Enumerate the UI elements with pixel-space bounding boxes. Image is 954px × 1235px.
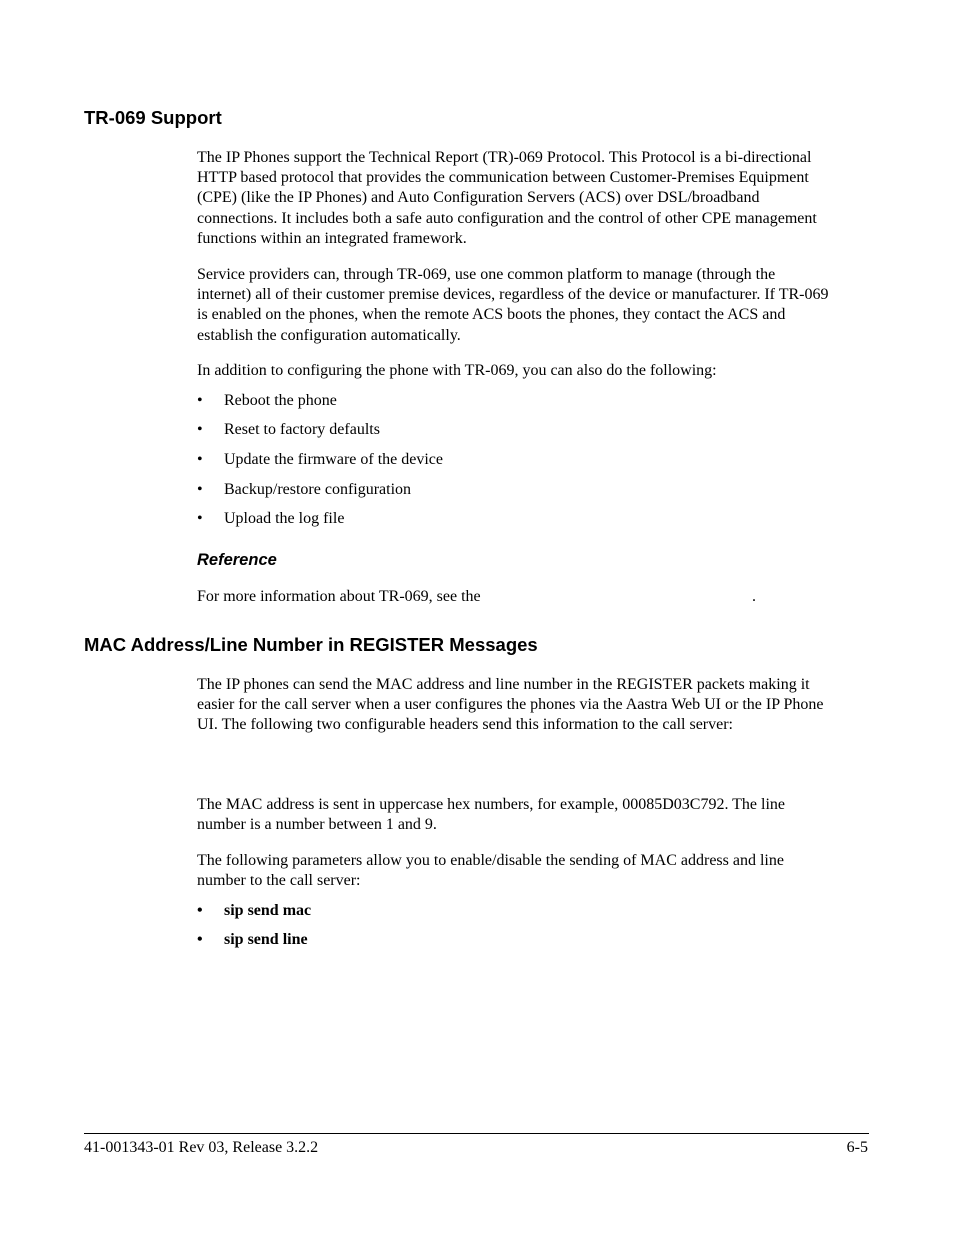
parameter-name: sip send line (224, 931, 308, 948)
text-line: establish the configuration automatically. (197, 326, 461, 344)
bullet-icon: • (197, 392, 203, 409)
reference-text: For more information about TR-069, see the (197, 588, 481, 605)
tr069-intro-paragraph (197, 148, 872, 249)
mac-intro-paragraph (197, 675, 872, 736)
text-line: connections. It includes both a safe auto configuration and the control of other CPE management (197, 209, 817, 227)
text-line: HTTP based protocol that provides the communication between Customer-Premises Equipment (197, 169, 809, 187)
list-item-text: Reset to factory defaults (224, 421, 380, 438)
text-line: The IP phones can send the MAC address and line number in the REGISTER packets making it (197, 676, 810, 693)
text-line: number to the call server: (197, 872, 361, 890)
tr069-additional-paragraph (197, 361, 872, 381)
text-line: Service providers can, through TR-069, use one common platform to manage (through the (197, 266, 776, 283)
text-line: functions within an integrated framework. (197, 229, 467, 247)
bullet-icon: • (197, 481, 203, 498)
mac-format-paragraph (197, 795, 872, 835)
list-item-text: Reboot the phone (224, 392, 337, 409)
text-line: number is a number between 1 and 9. (197, 816, 437, 834)
footer-page-number: 6-5 (846, 1139, 868, 1156)
text-line: is enabled on the phones, when the remote ACS boots the phones, they contact the ACS and (197, 306, 786, 324)
list-item-text: Backup/restore configuration (224, 481, 412, 498)
text-line: UI. The following two configurable headers send this information to the call server: (197, 716, 733, 734)
tr069-service-providers-paragraph (197, 265, 872, 346)
text-line: The MAC address is sent in uppercase hex numbers, for example, 00085D03C792. The line (197, 796, 786, 813)
text-line: (CPE) (like the IP Phones) and Auto Configuration Servers (ACS) over DSL/broadband (197, 189, 760, 207)
bullet-icon: • (197, 510, 203, 527)
reference-period: . (752, 588, 756, 605)
mac-parameters-paragraph (197, 851, 872, 891)
reference-heading: Reference (197, 551, 277, 569)
bullet-icon: • (197, 931, 203, 948)
section-heading-tr069: TR-069 Support (84, 107, 222, 128)
text-line: In addition to configuring the phone with TR-069, you can also do the following: (197, 362, 717, 379)
parameter-name: sip send mac (224, 902, 312, 919)
list-item-text: Upload the log file (224, 510, 345, 527)
text-line: easier for the call server when a user configures the phones via the Aastra Web UI or the IP Phone (197, 696, 824, 714)
footer-document-id: 41-001343-01 Rev 03, Release 3.2.2 (84, 1139, 319, 1156)
bullet-icon: • (197, 902, 203, 919)
list-item-text: Update the firmware of the device (224, 451, 444, 468)
text-line: The following parameters allow you to enable/disable the sending of MAC address and line (197, 852, 784, 869)
text-line: The IP Phones support the Technical Report (TR)-069 Protocol. This Protocol is a bi-directional (197, 149, 812, 166)
bullet-icon: • (197, 451, 203, 468)
section-heading-mac-address: MAC Address/Line Number in REGISTER Messages (84, 634, 538, 655)
bullet-icon: • (197, 421, 203, 438)
footer-divider (84, 1133, 869, 1134)
text-line: internet) all of their customer premise devices, regardless of the device or manufacturer. If TR-069 (197, 286, 829, 304)
